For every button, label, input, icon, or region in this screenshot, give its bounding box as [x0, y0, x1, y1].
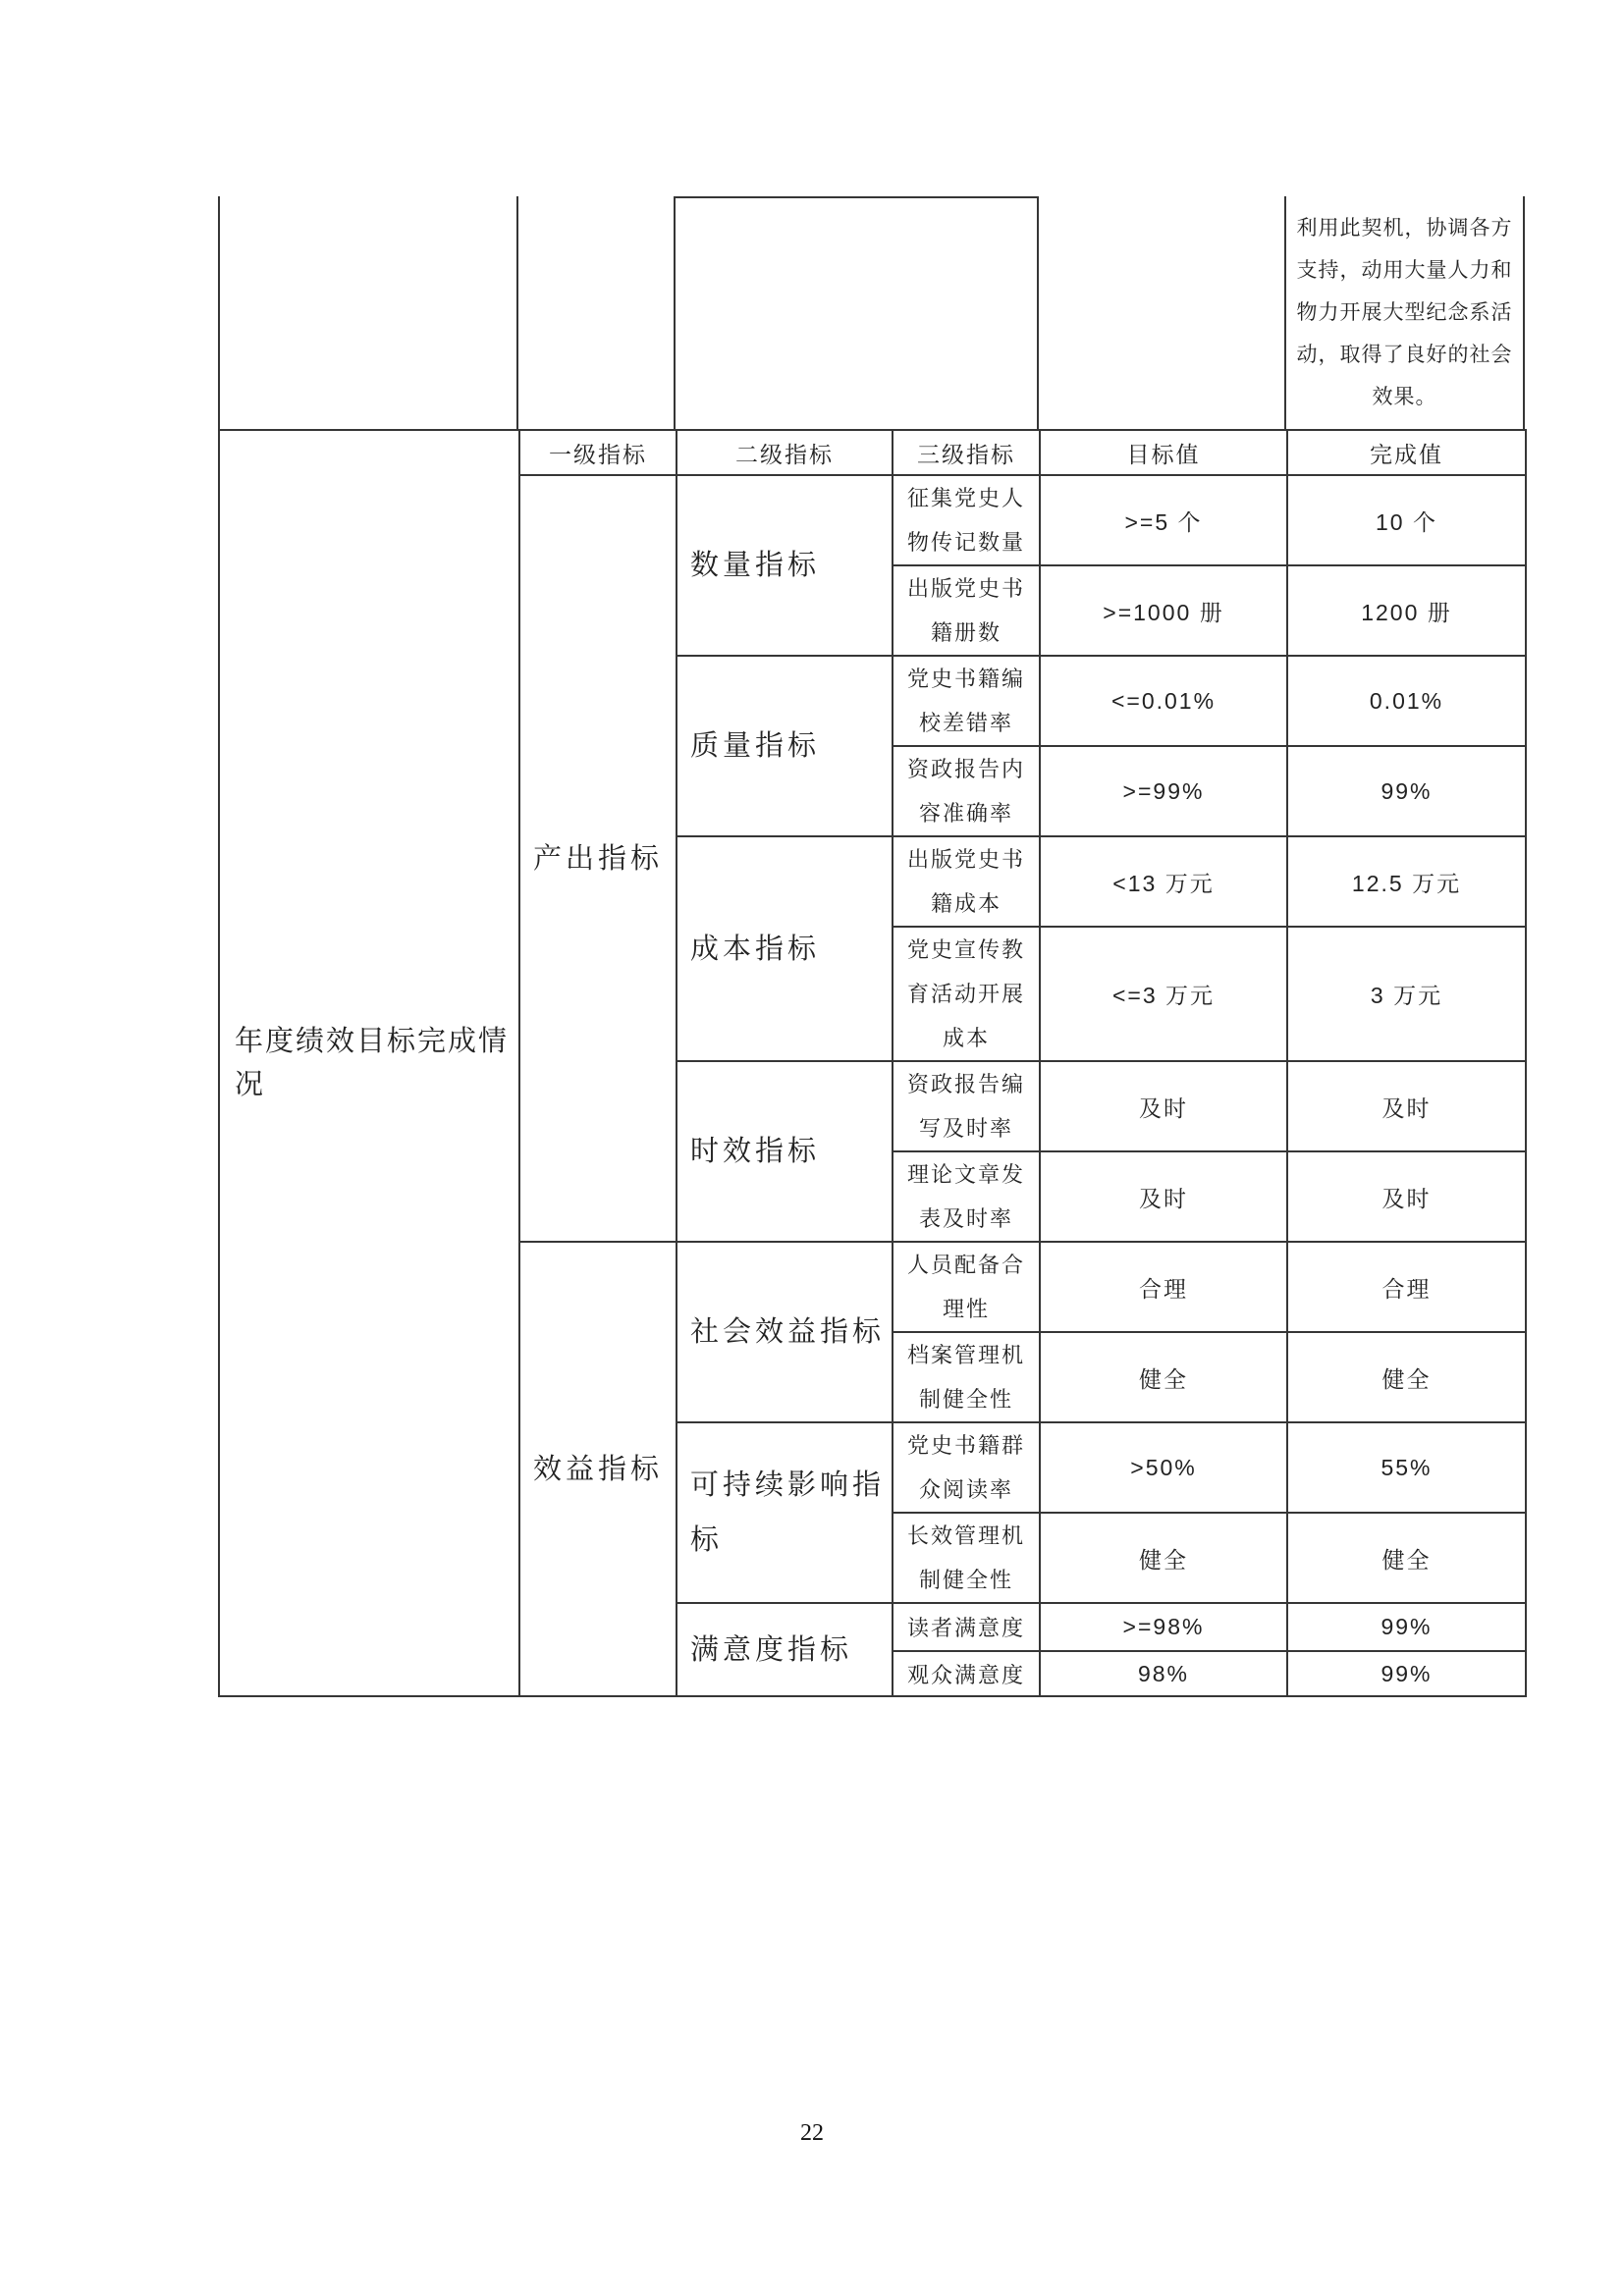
- level1-benefit-label: 效益指标: [519, 1242, 677, 1696]
- target-cell: 合理: [1040, 1242, 1287, 1332]
- indicator-cell: 征集党史人物传记数量: [893, 475, 1040, 565]
- target-cell: <13 万元: [1040, 836, 1287, 927]
- target-cell: 及时: [1040, 1061, 1287, 1151]
- actual-cell: 10 个: [1287, 475, 1526, 565]
- actual-cell: 健全: [1287, 1513, 1526, 1603]
- indicator-cell: 长效管理机制健全性: [893, 1513, 1040, 1603]
- actual-cell: 健全: [1287, 1332, 1526, 1422]
- level1-output-label: 产出指标: [519, 475, 677, 1242]
- level2-quantity-label: 数量指标: [677, 475, 893, 656]
- level2-social-benefit-label: 社会效益指标: [677, 1242, 893, 1422]
- performance-table: [218, 429, 1527, 1697]
- indicator-cell: 出版党史书籍册数: [893, 565, 1040, 656]
- indicator-cell: 读者满意度: [893, 1603, 1040, 1651]
- actual-cell: 及时: [1287, 1151, 1526, 1242]
- target-cell: 健全: [1040, 1332, 1287, 1422]
- indicator-cell: 党史书籍编校差错率: [893, 656, 1040, 746]
- continuation-empty-cell: [1039, 196, 1286, 429]
- indicator-cell: 人员配备合理性: [893, 1242, 1040, 1332]
- actual-cell: 合理: [1287, 1242, 1526, 1332]
- actual-cell: 1200 册: [1287, 565, 1526, 656]
- indicator-cell: 档案管理机制健全性: [893, 1332, 1040, 1422]
- indicator-cell: 理论文章发表及时率: [893, 1151, 1040, 1242]
- target-cell: >=99%: [1040, 746, 1287, 836]
- level2-timeliness-label: 时效指标: [677, 1061, 893, 1242]
- level2-sustainability-label: 可持续影响指标: [677, 1422, 893, 1603]
- header-level2: 二级指标: [677, 430, 893, 475]
- header-level3: 三级指标: [893, 430, 1040, 475]
- level2-quality-label: 质量指标: [677, 656, 893, 836]
- actual-cell: 及时: [1287, 1061, 1526, 1151]
- header-level1: 一级指标: [519, 430, 677, 475]
- header-row: [219, 430, 1526, 475]
- continuation-empty-cell: [218, 196, 518, 429]
- actual-cell: 3 万元: [1287, 927, 1526, 1061]
- actual-cell: 0.01%: [1287, 656, 1526, 746]
- actual-cell: 99%: [1287, 1651, 1526, 1696]
- target-cell: <=0.01%: [1040, 656, 1287, 746]
- target-cell: >=98%: [1040, 1603, 1287, 1651]
- continuation-note-text: 利用此契机，协调各方支持，动用大量人力和物力开展大型纪念系活动，取得了良好的社会效果。: [1296, 217, 1513, 408]
- level2-satisfaction-label: 满意度指标: [677, 1603, 893, 1696]
- target-cell: >=5 个: [1040, 475, 1287, 565]
- indicator-cell: 资政报告内容准确率: [893, 746, 1040, 836]
- continuation-empty-cell: [518, 196, 676, 429]
- indicator-cell: 出版党史书籍成本: [893, 836, 1040, 927]
- level2-cost-label: 成本指标: [677, 836, 893, 1061]
- previous-table-continuation: [218, 196, 1525, 429]
- header-target: 目标值: [1040, 430, 1287, 475]
- actual-cell: 99%: [1287, 1603, 1526, 1651]
- target-cell: 及时: [1040, 1151, 1287, 1242]
- indicator-cell: 党史宣传教育活动开展成本: [893, 927, 1040, 1061]
- indicator-cell: 资政报告编写及时率: [893, 1061, 1040, 1151]
- header-actual: 完成值: [1287, 430, 1526, 475]
- continuation-boxed-cell: [676, 196, 1039, 429]
- target-cell: >=1000 册: [1040, 565, 1287, 656]
- actual-cell: 55%: [1287, 1422, 1526, 1513]
- page-number: 22: [800, 2120, 824, 2146]
- section-row-label-cell: [219, 430, 519, 1696]
- actual-cell: 12.5 万元: [1287, 836, 1526, 927]
- target-cell: <=3 万元: [1040, 927, 1287, 1061]
- section-row-label: 年度绩效目标完成情况: [235, 1026, 510, 1100]
- actual-cell: 99%: [1287, 746, 1526, 836]
- target-cell: 健全: [1040, 1513, 1287, 1603]
- indicator-cell: 党史书籍群众阅读率: [893, 1422, 1040, 1513]
- indicator-cell: 观众满意度: [893, 1651, 1040, 1696]
- target-cell: 98%: [1040, 1651, 1287, 1696]
- target-cell: >50%: [1040, 1422, 1287, 1513]
- continuation-note-cell: [1286, 196, 1525, 429]
